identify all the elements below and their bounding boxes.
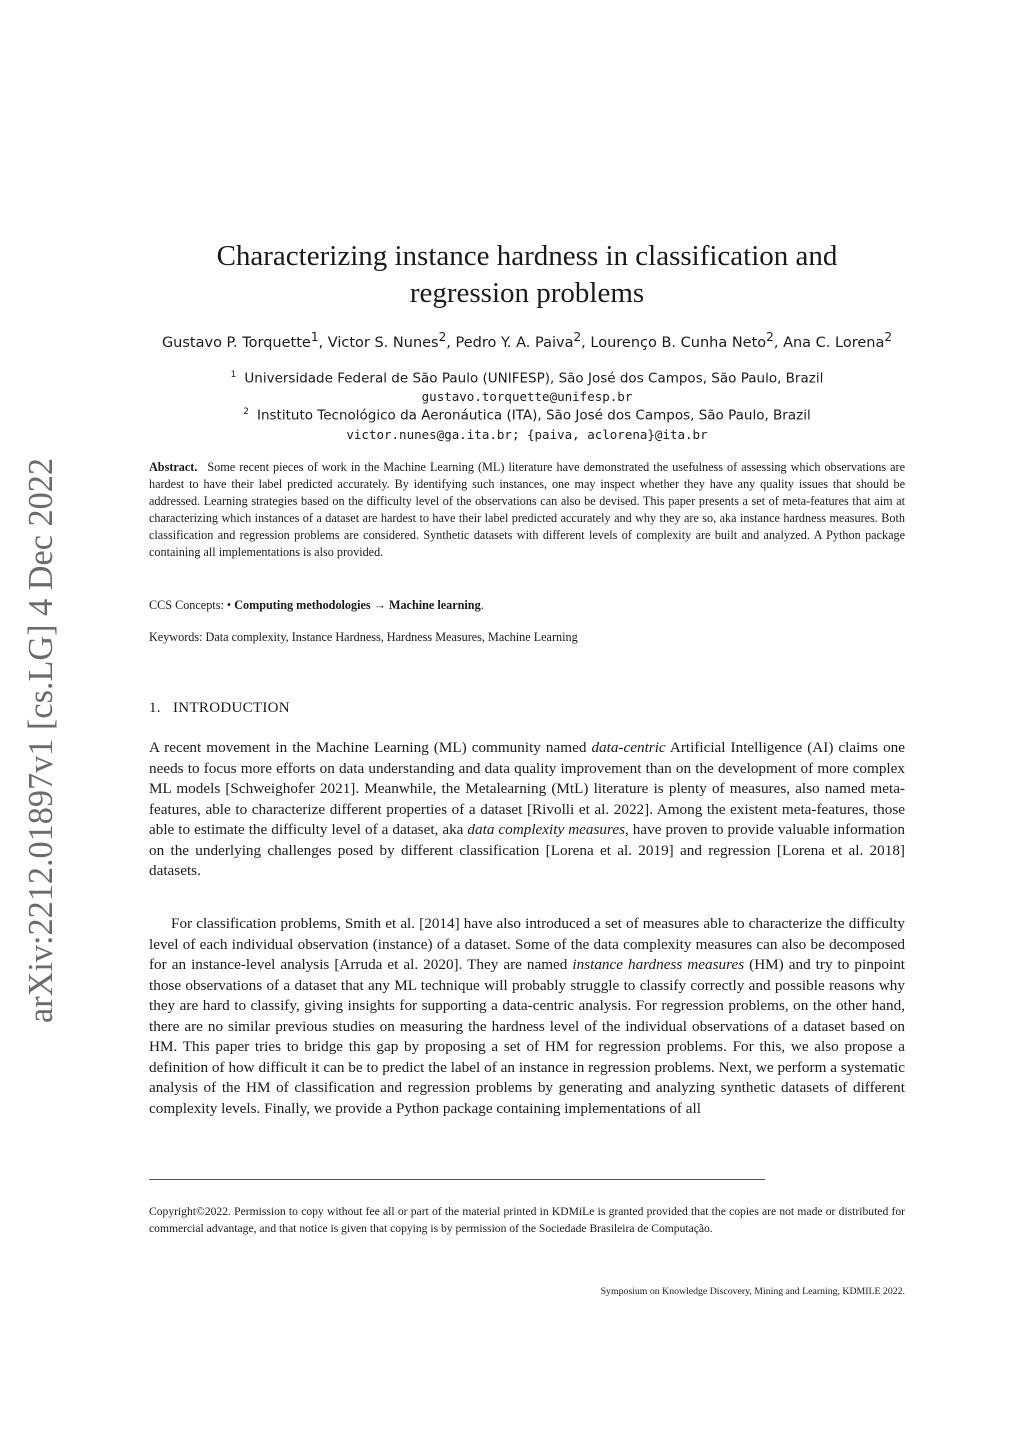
para-text: , have proven to provide valuable information on the underlying challenges posed by different classification [Lorena et al. 2019] and regression [Lorena et al. 2018] datasets. — [149, 821, 905, 879]
para-text: Artificial Intelligence (AI) claims one needs to focus more efforts on data understanding and data quality improvement than on the development of more complex ML models [Schweighofer 2021]. Meanwhile, the Metalearning (MtL) literature is plenty of measures, also named meta-features, able to characterize different properties of a dataset [Rivolli et al. 2022]. Among the existent meta-features, those able to estimate the difficulty level of a dataset, aka — [149, 739, 906, 838]
author-name: Ana C. Lorena — [783, 334, 885, 351]
ccs-bullet: • — [226, 598, 232, 612]
author-name: Lourenço B. Cunha Neto — [590, 334, 767, 351]
affiliation-text: Instituto Tecnológico da Aeronáutica (ITA), São José dos Campos, São Paulo, Brazil — [256, 407, 811, 424]
affiliation-2-email: victor.nunes@ga.ita.br; {paiva, aclorena}@ita.br — [346, 427, 708, 442]
affiliation-number: 1 — [230, 370, 237, 380]
section-heading — [149, 700, 290, 717]
affiliation-text: Universidade Federal de São Paulo (UNIFESP), São José dos Campos, São Paulo, Brazil — [244, 370, 824, 387]
title-line-2: regression problems — [409, 277, 645, 309]
ccs-end: . — [480, 598, 484, 612]
intro-paragraph-1 — [149, 738, 905, 882]
paper-title — [150, 238, 904, 312]
keywords: Keywords: Data complexity, Instance Hardness, Hardness Measures, Machine Learning — [149, 630, 578, 644]
para-text: A recent movement in the Machine Learning (ML) community named — [149, 739, 592, 756]
arxiv-stamp — [18, 455, 64, 1025]
ccs-concept: Computing methodologies — [234, 598, 371, 612]
author-affil: 2 — [766, 330, 774, 344]
author-list: Gustavo P. Torquette$^1$, Victor S. Nunes$^2$, Pedro Y. A. Paiva$^2$, Lourenço B. Cunha Neto$^2$, Ana C. Lorena$^2$ — [161, 330, 893, 351]
author-name: Victor S. Nunes — [327, 334, 439, 351]
ccs-label: CCS Concepts: — [149, 598, 224, 612]
venue-footer: Symposium on Knowledge Discovery, Mining and Learning, KDMILE 2022. — [600, 1286, 905, 1297]
section-number: 1. — [149, 700, 161, 716]
para-emphasis: data complexity measures — [467, 821, 625, 838]
section-title: INTRODUCTION — [173, 700, 290, 716]
affiliation-1-email: gustavo.torquette@unifesp.br — [421, 389, 633, 404]
affiliation-1 — [150, 370, 904, 387]
affiliation-number: 2 — [243, 407, 249, 417]
title-line-1: Characterizing instance hardness in classification and — [216, 240, 838, 272]
intro-paragraph-2 — [149, 914, 905, 1119]
author-name: Pedro Y. A. Paiva — [455, 334, 574, 351]
para-emphasis: instance hardness measures — [572, 956, 745, 973]
para-emphasis: data-centric — [591, 739, 666, 756]
abstract-text: Some recent pieces of work in the Machine Learning (ML) literature have demonstrated the usefulness of assessing which observations are hardest to have their label predicted accurately. By identifying such instances, one may inspect whether they have any quality issues that should be addressed. Learning strategies based on the difficulty level of the observations can also be devised. This paper presents a set of meta-features that aim at characterizing which instances of a dataset are hardest to have their label predicted accurately and why they are so, aka instance hardness measures. Both classification and regression problems are considered. Synthetic datasets with different levels of complexity are built and analyzed. A Python package containing all implementations is also provided. — [149, 460, 905, 559]
ccs-subconcept: Machine learning — [388, 598, 481, 612]
para-text: (HM) and try to pinpoint those observations of a dataset that any ML technique will probably struggle to classify correctly and possible reasons why they are hard to classify, giving insights for supporting a data-centric analysis. For regression problems, on the other hand, there are no similar previous studies on measuring the hardness level of the individual observations of a dataset based on HM. This paper tries to bridge this gap by proposing a set of HM for regression problems. For this, we also propose a definition of how difficult it can be to predict the label of an instance in regression problems. Next, we perform a systematic analysis of the HM of classification and regression problems by generating and analyzing synthetic datasets of different complexity levels. Finally, we provide a Python package containing implementations of all — [149, 956, 906, 1117]
author-affil: 2 — [573, 330, 582, 344]
ccs-concepts — [149, 598, 484, 613]
ccs-arrow: → — [373, 598, 386, 612]
para-text: For classification problems, Smith et al. [2014] have also introduced a set of measures able to characterize the difficulty level of each individual observation (instance) of a dataset. Some of the data complexity measures can also be decomposed for an instance-level analysis [Arruda et al. 2020]. They are named — [149, 915, 905, 973]
author-affil: 1 — [310, 330, 319, 344]
footnote-rule — [149, 1179, 765, 1180]
arxiv-id: arXiv:2212.01897v1 [cs.LG] 4 Dec 2022 — [21, 455, 60, 1023]
copyright-notice: Copyright©2022. Permission to copy without fee all or part of the material printed in KDMiLe is granted provided that the copies are not made or distributed for commercial advantage, and that notice is given that copying is by permission of the Sociedade Brasileira de Computação. — [149, 1205, 905, 1235]
author-affil: 2 — [438, 330, 447, 344]
author-affil: 2 — [884, 330, 893, 344]
affiliation-2 — [150, 407, 904, 424]
abstract — [149, 459, 905, 561]
abstract-label: Abstract. — [149, 460, 198, 474]
author-name: Gustavo P. Torquette — [161, 334, 311, 351]
